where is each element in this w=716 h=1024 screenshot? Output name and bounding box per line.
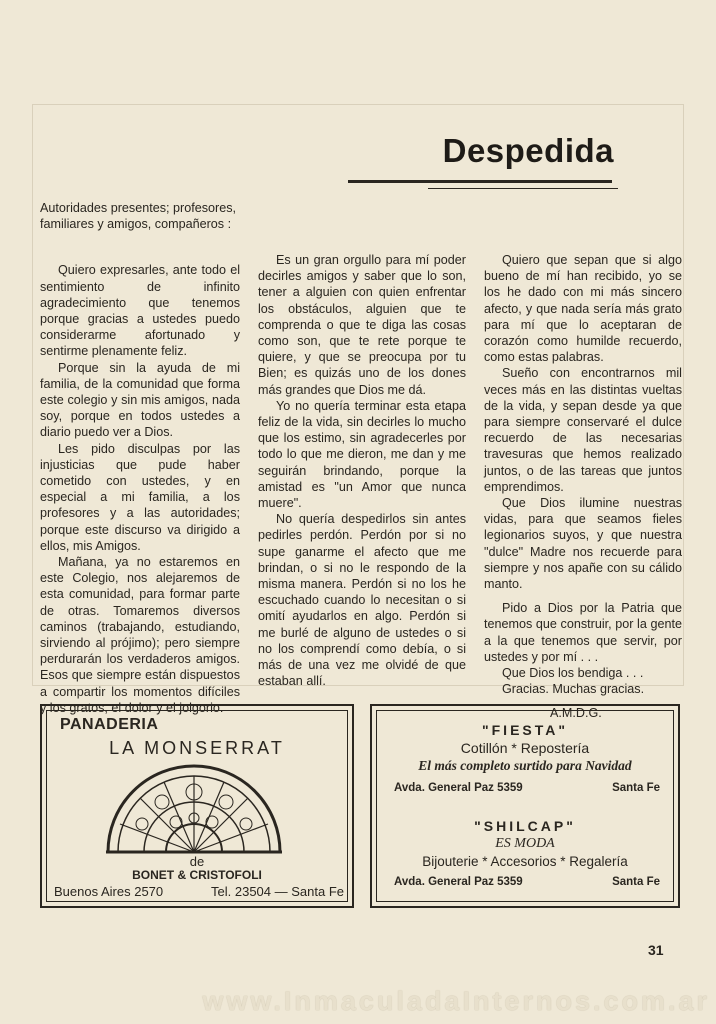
ad-shilcap-city: Santa Fe — [612, 876, 660, 888]
thanks: Gracias. Muchas gracias. — [502, 682, 645, 697]
paragraph: Mañana, ya no estaremos en este Colegio, nos alejaremos de esta comunidad, para formar parte de otras. Tomaremos diversos caminos (trabajando, estudiando, sirviendo al prójimo); pero siempre perdurarán los verdaderos amigos. Esos que siempre están dispuestos a compartir los momentos difíciles y los gratos, el dolor y el jolgorio. — [40, 555, 240, 715]
ad-address: Buenos Aires 2570 — [54, 884, 164, 899]
paragraph: Porque sin la ayuda de mi familia, de la comunidad que forma este colegio y sin mis amigos, nada soy, porque en todos ustedes a diario puedo ver a Dios. — [40, 360, 240, 440]
page-number: 31 — [648, 942, 664, 958]
paragraph: Que Dios ilumine nuestras vidas, para que seamos fieles legionarios suyos, y que nuestra "dulce" Madre nos recuerde para siempre y nos apañe con su cálido manto. — [484, 496, 682, 592]
paragraph: No quería despedirlos sin antes pedirles perdón. Perdón por si no supe ganarme el afecto que me brindan, o si no le respondo de la misma manera. Perdón si no los he escuchado cuando lo necesitan o si omití ayudarlos en algo. Perdón si me burlé de alguno de ustedes o si no los comprendí como debía, o si más de una vez me olvidé de que estaban allí. — [258, 512, 466, 689]
ad-fiesta-name: "FIESTA" — [481, 722, 568, 738]
ad-shilcap-address-line — [394, 876, 660, 888]
ad-fiesta-city: Santa Fe — [612, 782, 660, 794]
title-rule — [348, 180, 612, 183]
signature: A.M.D.G. — [550, 706, 602, 721]
paragraph: Es un gran orgullo para mí poder decirles amigos y saber que lo son, tener a alguien con quien enfrentar los obstáculos, alguien que te comprenda o que te diga las cosas como son, que te rete porque te quiere, y que se preocupa por tu Bien; es quizás uno de los dones más grandes que Dios me dá. — [258, 253, 466, 397]
ad-inner-border — [376, 710, 674, 902]
article-column-2 — [258, 252, 466, 689]
ad-panaderia — [40, 704, 354, 908]
paragraph: Yo no quería terminar esta etapa feliz de la vida, sin decirles lo mucho que los estimo, sin agradecerles por todo lo que me dieron, me dan y me seguirán brindando, porque la amistad es "un Amor que nunca muere". — [258, 398, 466, 511]
watermark: www.InmaculadaInternos.com.ar — [202, 986, 710, 1016]
ad-fiesta-address-line — [394, 782, 660, 794]
title-rule-thin — [428, 188, 618, 189]
ad-shilcap-address: Avda. General Paz 5359 — [394, 876, 523, 888]
paragraph: Les pido disculpas por las injusticias que pude haber cometido con ustedes, y en especial a mi familia, a los profesores y a las autoridades; porque este discurso va dirigido a ellos, mis Amigos. — [40, 441, 240, 553]
ad-owners: BONET & CRISTOFOLI — [132, 868, 262, 882]
blessing: Que Dios los bendiga . . . — [502, 666, 644, 681]
article-title: Despedida — [442, 132, 614, 169]
ad-fiesta-line1: Cotillón * Repostería — [460, 740, 590, 756]
ad-shilcap-line1: ES MODA — [495, 836, 555, 851]
paragraph: Sueño con encontrarnos mil veces más en las distintas vueltas de la vida, y sepan desde ya que para siempre conservaré el dulce recuerdo de las necesarias travesuras que hemos realizado juntos, o de las tareas que juntos emprendimos. — [484, 366, 682, 494]
ad-fiesta-line2: El más completo surtido para Navidad — [418, 758, 632, 773]
ad-phone: Tel. 23504 — Santa Fe — [211, 884, 344, 899]
paragraph: Quiero expresarles, ante todo el sentimiento de infinito agradecimiento que tenemos porque gracias a ustedes puedo considerarme afortunado y sentirme plenamente feliz. — [40, 263, 240, 359]
article-column-1 — [40, 200, 240, 716]
stained-glass-fan-icon — [104, 764, 284, 854]
article-column-3 — [484, 252, 682, 722]
ad-shilcap-name: "SHILCAP" — [474, 818, 576, 834]
ad-fiesta-shilcap — [370, 704, 680, 908]
ad-address-line — [54, 884, 344, 899]
ad-shilcap-line2: Bijouterie * Accesorios * Regalería — [422, 854, 628, 869]
ad-heading: PANADERIA — [60, 716, 159, 733]
ad-de: de — [189, 854, 205, 869]
closing-paragraph: Pido a Dios por la Patria que tenemos que construir, por la gente a la que tenemos que servir, por ustedes y por mí . . . — [484, 601, 682, 664]
greeting: Autoridades presentes; profesores, familiares y amigos, compañeros : — [40, 201, 237, 232]
ad-business-name: LA MONSERRAT — [109, 738, 285, 758]
paragraph: Quiero que sepan que si algo bueno de mí han recibido, yo se los he dado con mi más sincero afecto, y que nada sería más grato para mí que lo aceptaran de corazón como humilde recuerdo, como estas palabras. — [484, 253, 682, 365]
ad-fiesta-address: Avda. General Paz 5359 — [394, 782, 523, 794]
